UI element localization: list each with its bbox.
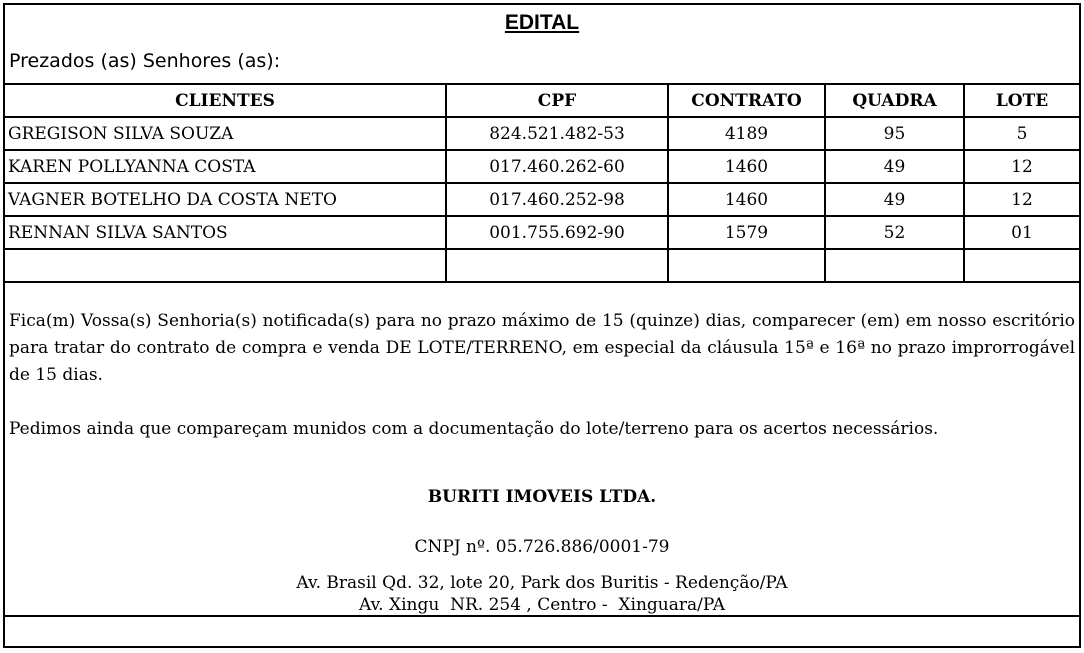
cell-contrato: 1579 xyxy=(668,216,825,249)
company-address xyxy=(5,572,1079,616)
cell-contrato: 1460 xyxy=(668,183,825,216)
cell-quadra: 49 xyxy=(825,183,964,216)
header-clientes: CLIENTES xyxy=(5,84,446,117)
greeting: Prezados (as) Senhores (as): xyxy=(9,50,281,72)
address-line-1: Av. Brasil Qd. 32, lote 20, Park dos Buritis - Redenção/PA xyxy=(296,573,788,593)
cell-contrato: 4189 xyxy=(668,117,825,150)
document-title: EDITAL xyxy=(504,11,580,34)
table-header-row xyxy=(5,84,1079,117)
table-row xyxy=(5,183,1079,216)
table-row xyxy=(5,117,1079,150)
header-cpf: CPF xyxy=(446,84,668,117)
company-name: BURITI IMOVEIS LTDA. xyxy=(427,487,657,507)
cell-contrato: 1460 xyxy=(668,150,825,183)
request-paragraph: Pedimos ainda que compareçam munidos com a documentação do lote/terreno para os acertos necessários. xyxy=(9,419,939,439)
cell-empty xyxy=(825,249,964,282)
table-row xyxy=(5,216,1079,249)
cell-cliente: VAGNER BOTELHO DA COSTA NETO xyxy=(5,183,446,216)
header-quadra: QUADRA xyxy=(825,84,964,117)
address-line-2: Av. Xingu NR. 254 , Centro - Xinguara/PA xyxy=(358,595,725,615)
header-contrato: CONTRATO xyxy=(668,84,825,117)
notice-paragraph: Fica(m) Vossa(s) Senhoria(s) notificada(s) para no prazo máximo de 15 (quinze) dias, comparecer (em) em nosso escritório para tratar do contrato de compra e venda DE LOTE/TERRENO, em especial da cláusula 15ª e 16ª no prazo improrrogável de 15 dias. xyxy=(9,311,1075,385)
footer-divider xyxy=(5,615,1079,617)
cell-cpf: 017.460.262-60 xyxy=(446,150,668,183)
cell-empty xyxy=(446,249,668,282)
clients-table xyxy=(5,83,1079,283)
cell-lote: 5 xyxy=(964,117,1079,150)
cell-quadra: 49 xyxy=(825,150,964,183)
cell-cliente: RENNAN SILVA SANTOS xyxy=(5,216,446,249)
notice-body xyxy=(9,308,1075,443)
cell-lote: 12 xyxy=(964,150,1079,183)
cell-cpf: 001.755.692-90 xyxy=(446,216,668,249)
company-cnpj: CNPJ nº. 05.726.886/0001-79 xyxy=(414,537,670,557)
cell-lote: 01 xyxy=(964,216,1079,249)
cell-cpf: 824.521.482-53 xyxy=(446,117,668,150)
header-lote: LOTE xyxy=(964,84,1079,117)
cell-cpf: 017.460.252-98 xyxy=(446,183,668,216)
cell-empty xyxy=(5,249,446,282)
cell-cliente: GREGISON SILVA SOUZA xyxy=(5,117,446,150)
edital-document xyxy=(3,3,1081,648)
cell-quadra: 95 xyxy=(825,117,964,150)
cell-quadra: 52 xyxy=(825,216,964,249)
table-row xyxy=(5,150,1079,183)
cell-empty xyxy=(964,249,1079,282)
cell-lote: 12 xyxy=(964,183,1079,216)
table-row-empty xyxy=(5,249,1079,282)
cell-cliente: KAREN POLLYANNA COSTA xyxy=(5,150,446,183)
cell-empty xyxy=(668,249,825,282)
